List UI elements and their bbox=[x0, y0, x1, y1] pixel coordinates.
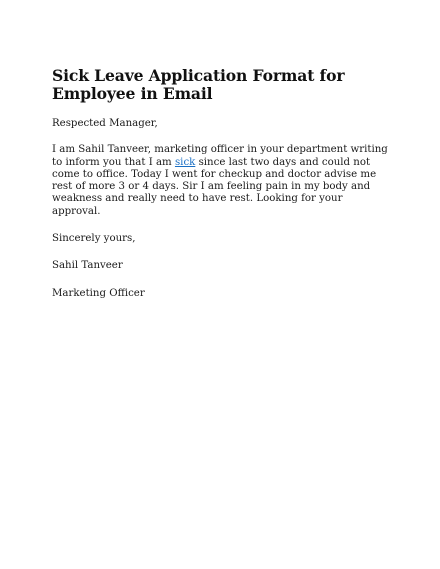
sick-link[interactable]: sick bbox=[174, 156, 196, 168]
closing: Sincerely yours, bbox=[52, 233, 136, 245]
body-text-before-link: I am Sahil Tanveer, marketing officer in your department writing to inform you that I am bbox=[52, 144, 388, 168]
greeting: Respected Manager, bbox=[52, 118, 158, 129]
document-title: Sick Leave Application Format for Employee in Email bbox=[52, 66, 345, 103]
signature-title: Marketing Officer bbox=[52, 287, 145, 299]
letter-body bbox=[52, 144, 392, 218]
body-text-after-link: since last two days and could not come to office. Today I went for checkup and doctor advise me rest of more 3 or 4 days. Sir I am feeling pain in my body and weakness and really need to have rest. Looking for your approval. bbox=[52, 156, 377, 217]
document-page bbox=[52, 67, 397, 300]
signature-name: Sahil Tanveer bbox=[52, 260, 123, 272]
